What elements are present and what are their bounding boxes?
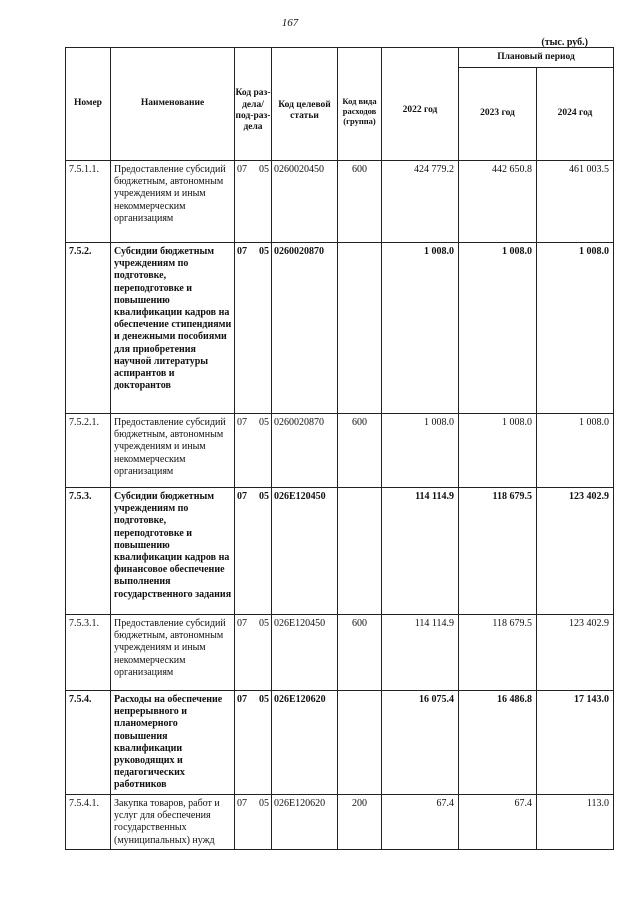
row-amount-2024: 123 402.9 [537, 488, 614, 615]
row-expense-type: 600 [338, 615, 382, 691]
row-expense-type: 200 [338, 795, 382, 850]
row-amount-2023: 1 008.0 [459, 414, 537, 488]
row-section-code [235, 795, 272, 850]
row-target-code: 0260020870 [272, 243, 338, 414]
row-amount-2022: 114 114.9 [382, 488, 459, 615]
subsection-code: 05 [259, 694, 269, 705]
page-number: 167 [281, 17, 299, 29]
row-expense-type: 600 [338, 161, 382, 243]
header-name: Наименование [111, 48, 235, 161]
section-code: 07 [237, 798, 247, 809]
row-amount-2022: 1 008.0 [382, 414, 459, 488]
row-name: Закупка товаров, работ и услуг для обеспечения государственных (муниципальных) нужд [111, 795, 235, 850]
table-row [66, 615, 614, 691]
table-row [66, 161, 614, 243]
table-row [66, 414, 614, 488]
row-amount-2023: 442 650.8 [459, 161, 537, 243]
row-amount-2022: 114 114.9 [382, 615, 459, 691]
row-amount-2023: 1 008.0 [459, 243, 537, 414]
table-row [66, 488, 614, 615]
row-expense-type [338, 243, 382, 414]
header-target: Код целевой статьи [272, 48, 338, 161]
subsection-code: 05 [259, 246, 269, 257]
header-year-2024: 2024 год [537, 68, 614, 161]
row-amount-2023: 16 486.8 [459, 691, 537, 795]
row-section-code [235, 615, 272, 691]
row-amount-2024: 1 008.0 [537, 414, 614, 488]
subsection-code: 05 [259, 164, 269, 175]
table-row [66, 795, 614, 850]
row-number: 7.5.2. [66, 243, 111, 414]
subsection-code: 05 [259, 417, 269, 428]
row-section-code [235, 414, 272, 488]
row-target-code: 026Е120450 [272, 615, 338, 691]
section-code: 07 [237, 491, 247, 502]
row-target-code: 0260020870 [272, 414, 338, 488]
section-code: 07 [237, 246, 247, 257]
row-number: 7.5.4. [66, 691, 111, 795]
budget-table [65, 47, 614, 850]
row-amount-2022: 16 075.4 [382, 691, 459, 795]
subsection-code: 05 [259, 491, 269, 502]
row-expense-type [338, 488, 382, 615]
header-year-2023: 2023 год [459, 68, 537, 161]
header-number: Номер [66, 48, 111, 161]
units-label: (тыс. руб.) [541, 37, 588, 48]
row-number: 7.5.3.1. [66, 615, 111, 691]
row-target-code: 026Е120620 [272, 795, 338, 850]
row-number: 7.5.3. [66, 488, 111, 615]
row-amount-2022: 1 008.0 [382, 243, 459, 414]
row-expense-type [338, 691, 382, 795]
row-amount-2023: 67.4 [459, 795, 537, 850]
section-code: 07 [237, 618, 247, 629]
header-year-2022: 2022 год [382, 48, 459, 161]
row-number: 7.5.4.1. [66, 795, 111, 850]
row-amount-2022: 67.4 [382, 795, 459, 850]
row-name: Субсидии бюджетным учреждениям по подготовке, переподготовке и повышению квалификации кадров на обеспечение стипендиями и денежными пособиями для приобретения научной литературы аспирантов и докторантов [111, 243, 235, 414]
row-name: Предоставление субсидий бюджетным, автономным учреждениям и иным некоммерческим организациям [111, 414, 235, 488]
row-name: Расходы на обеспечение непрерывного и планомерного повышения квалификации руководящих и педагогических работников [111, 691, 235, 795]
section-code: 07 [237, 417, 247, 428]
row-number: 7.5.1.1. [66, 161, 111, 243]
section-code: 07 [237, 164, 247, 175]
row-target-code: 026Е120450 [272, 488, 338, 615]
row-amount-2024: 123 402.9 [537, 615, 614, 691]
row-amount-2024: 1 008.0 [537, 243, 614, 414]
row-name: Субсидии бюджетным учреждениям по подготовке, переподготовке и повышению квалификации кадров на финансовое обеспечение выполнения государственного задания [111, 488, 235, 615]
row-amount-2023: 118 679.5 [459, 488, 537, 615]
row-target-code: 0260020450 [272, 161, 338, 243]
header-section: Код раз-дела/ под-раз-дела [235, 48, 272, 161]
row-target-code: 026Е120620 [272, 691, 338, 795]
subsection-code: 05 [259, 618, 269, 629]
row-section-code [235, 243, 272, 414]
header-planned-period: Плановый период [459, 48, 614, 68]
table-row [66, 243, 614, 414]
row-amount-2022: 424 779.2 [382, 161, 459, 243]
subsection-code: 05 [259, 798, 269, 809]
row-section-code [235, 161, 272, 243]
header-expense-type: Код вида расходов (группа) [338, 48, 382, 161]
row-amount-2024: 113.0 [537, 795, 614, 850]
row-amount-2023: 118 679.5 [459, 615, 537, 691]
row-expense-type: 600 [338, 414, 382, 488]
row-amount-2024: 461 003.5 [537, 161, 614, 243]
row-section-code [235, 691, 272, 795]
row-number: 7.5.2.1. [66, 414, 111, 488]
row-name: Предоставление субсидий бюджетным, автономным учреждениям и иным некоммерческим организациям [111, 615, 235, 691]
section-code: 07 [237, 694, 247, 705]
table-row [66, 691, 614, 795]
row-amount-2024: 17 143.0 [537, 691, 614, 795]
row-name: Предоставление субсидий бюджетным, автономным учреждениям и иным некоммерческим организациям [111, 161, 235, 243]
row-section-code [235, 488, 272, 615]
